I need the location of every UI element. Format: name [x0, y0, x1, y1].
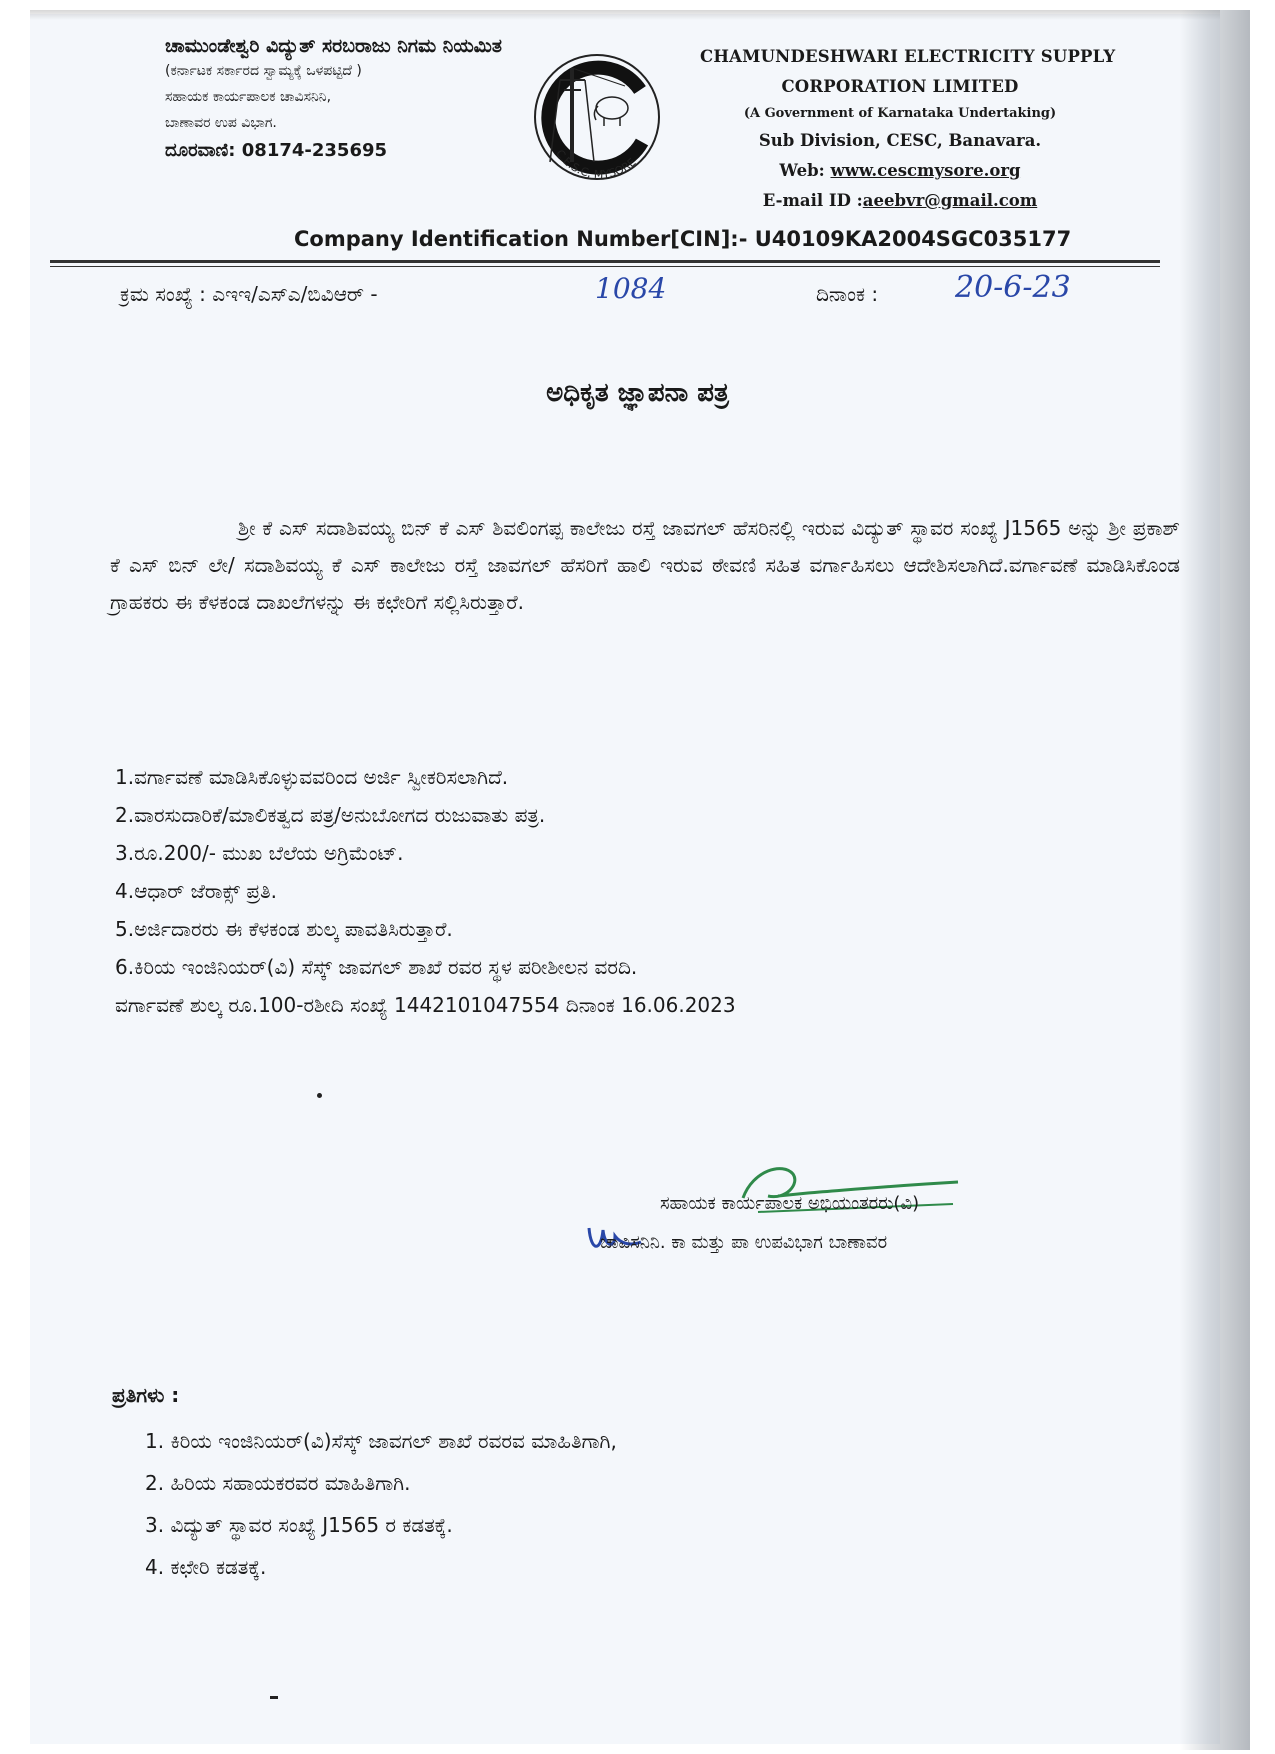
english-org-line1: CHAMUNDESHWARI ELECTRICITY SUPPLY — [700, 47, 1116, 66]
list-item: 1. ಕಿರಿಯ ಇಂಜಿನಿಯರ್(ವಿ)ಸೆಸ್ಕ್ ಜಾವಗಲ್ ಶಾಖೆ ರವರವ ಮಾಹಿತಿಗಾಗಿ, — [145, 1429, 617, 1453]
signatory-title: ಸಹಾಯಕ ಕಾರ್ಯಪಾಲಕ ಅಭಿಯಂತರರು(ವಿ) — [660, 1193, 920, 1214]
copies-list — [145, 1420, 617, 1588]
date-handwritten: 20-6-23 — [955, 270, 1071, 305]
date-label: ದಿನಾಂಕ : — [816, 282, 879, 306]
email-label: E-mail ID : — [762, 191, 863, 210]
email-line — [700, 186, 1100, 216]
list-item: 2.ವಾರಸುದಾರಿಕೆ/ಮಾಲಿಕತ್ವದ ಪತ್ರ/ಅನುಬೋಗದ ರುಜುವಾತು ಪತ್ರ. — [115, 803, 546, 827]
english-govt-undertaking: (A Government of Karnataka Undertaking) — [743, 106, 1057, 121]
email-link[interactable]: aeebvr@gmail.com — [862, 191, 1038, 210]
list-item: 3.ರೂ.200/- ಮುಖ ಬೆಲೆಯ ಅಗ್ರಿಮೆಂಟ್. — [115, 841, 404, 865]
list-item: 2. ಹಿರಿಯ ಸಹಾಯಕರವರ ಮಾಹಿತಿಗಾಗಿ. — [145, 1471, 411, 1495]
kannada-phone-label: ದೂರವಾಣಿ: — [165, 140, 236, 161]
logo-ring-text: C.E.S.C, MYSORE — [553, 147, 639, 182]
list-item: 4.ಆಧಾರ್ ಜೆರಾಕ್ಸ್ ಪ್ರತಿ. — [115, 879, 277, 903]
web-line — [700, 156, 1100, 186]
kannada-letterhead — [165, 34, 502, 166]
cin-line: Company Identification Number[CIN]:- U40109KA2004SGC035177 — [294, 227, 1072, 251]
english-org-line2: CORPORATION LIMITED — [781, 77, 1019, 96]
kannada-phone-line — [165, 136, 495, 166]
cesc-logo-icon — [530, 50, 665, 185]
body-paragraph: ಶ್ರೀ ಕೆ ಎಸ್ ಸದಾಶಿವಯ್ಯ ಬಿನ್ ಕೆ ಎಸ್ ಶಿವಲಿಂಗಪ್ಪ ಕಾಲೇಜು ರಸ್ತೆ ಜಾವಗಲ್ ಹೆಸರಿನಲ್ಲಿ ಇರುವ ವಿದ್ಯುತ್ ಸ್ಥಾವರ ಸಂಖ್ಯೆ J1565 ಅನ್ನು ಶ್ರೀ ಪ್ರಕಾಶ್ ಕೆ ಎಸ್ ಬಿನ್ ಲೇ/ ಸದಾಶಿವಯ್ಯ ಕೆ ಎಸ್ ಕಾಲೇಜು ರಸ್ತೆ ಜಾವಗಲ್ ಹೆಸರಿಗೆ ಹಾಲಿ ಇರುವ ಠೇವಣಿ ಸಹಿತ ವರ್ಗಾಹಿಸಲು ಆದೇಶಿಸಲಾಗಿದೆ.ವರ್ಗಾವಣೆ ಮಾಡಿಸಿಕೊಂಡ ಗ್ರಾಹಕರು ಈ ಕೆಳಕಂಡ ದಾಖಲೆಗಳನ್ನು ಈ ಕಛೇರಿಗೆ ಸಲ್ಲಿಸಿರುತ್ತಾರೆ. — [110, 516, 1180, 614]
stray-mark — [270, 1696, 278, 1699]
kannada-govt-undertaking: (ಕರ್ನಾಟಕ ಸರ್ಕಾರದ ಸ್ವಾಮ್ಯಕ್ಕೆ ಒಳಪಟ್ಟಿದೆ ) — [165, 63, 362, 79]
scan-top-shadow — [30, 10, 1220, 20]
copies-title: ಪ್ರತಿಗಳು : — [112, 1383, 180, 1407]
documents-list — [115, 758, 1175, 1024]
kannada-location: ಬಾಣಾವರ ಉಪ ವಿಭಾಗ. — [165, 115, 277, 131]
stray-dot — [317, 1093, 322, 1098]
web-label: Web: — [779, 161, 825, 180]
reference-number-handwritten: 1084 — [595, 272, 667, 305]
web-link[interactable]: www.cescmysore.org — [830, 161, 1021, 180]
header-divider — [50, 260, 1160, 263]
scan-edge-shadow — [1180, 10, 1250, 1750]
english-letterhead — [700, 42, 1116, 216]
list-item: 1.ವರ್ಗಾವಣೆ ಮಾಡಿಸಿಕೊಳ್ಳುವವರಿಂದ ಅರ್ಜಿ ಸ್ವೀಕರಿಸಲಾಗಿದೆ. — [115, 765, 509, 789]
header-divider-thin — [50, 266, 1160, 267]
list-item: 6.ಕಿರಿಯ ಇಂಜಿನಿಯರ್(ವಿ) ಸೆಸ್ಕ್ ಜಾವಗಲ್ ಶಾಖೆ ರವರ ಸ್ಥಳ ಪರೀಶೀಲನ ವರದಿ. — [115, 955, 638, 979]
signatory-office: ಚಾವಿಸನಿನಿ. ಕಾ ಮತ್ತು ಪಾ ಉಪವಿಭಾಗ ಬಾಣಾವರ — [600, 1232, 888, 1253]
kannada-office: ಸಹಾಯಕ ಕಾರ್ಯಪಾಲಕ ಚಾವಿಸನಿನಿ, — [165, 89, 332, 105]
kannada-org-name: ಚಾಮುಂಡೇಶ್ವರಿ ವಿದ್ಯುತ್ ಸರಬರಾಜು ನಿಗಮ ನಿಯಮಿತ — [165, 35, 502, 57]
list-item: 5.ಅರ್ಜಿದಾರರು ಈ ಕೆಳಕಂಡ ಶುಲ್ಕ ಪಾವತಿಸಿರುತ್ತಾರೆ. — [115, 917, 453, 941]
list-item: 4. ಕಛೇರಿ ಕಡತಕ್ಕೆ. — [145, 1555, 267, 1579]
subject-title: ಅಧಿಕೃತ ಜ್ಞಾಪನಾ ಪತ್ರ — [546, 378, 729, 408]
kannada-phone: 08174-235695 — [241, 140, 388, 161]
list-item: 3. ವಿದ್ಯುತ್ ಸ್ಥಾವರ ಸಂಖ್ಯೆ J1565 ರ ಕಡತಕ್ಕೆ. — [145, 1513, 453, 1537]
transfer-fee-line: ವರ್ಗಾವಣೆ ಶುಲ್ಕ ರೂ.100-ರಶೀದಿ ಸಂಖ್ಯೆ 1442101047554 ದಿನಾಂಕ 16.06.2023 — [115, 993, 736, 1017]
english-sub-division: Sub Division, CESC, Banavara. — [758, 131, 1042, 150]
reference-number-label: ಕ್ರಮ ಸಂಖ್ಯೆ : ಎಇಇ/ಎಸ್ಎ/ಬಿವಿಆರ್ - — [120, 282, 378, 306]
